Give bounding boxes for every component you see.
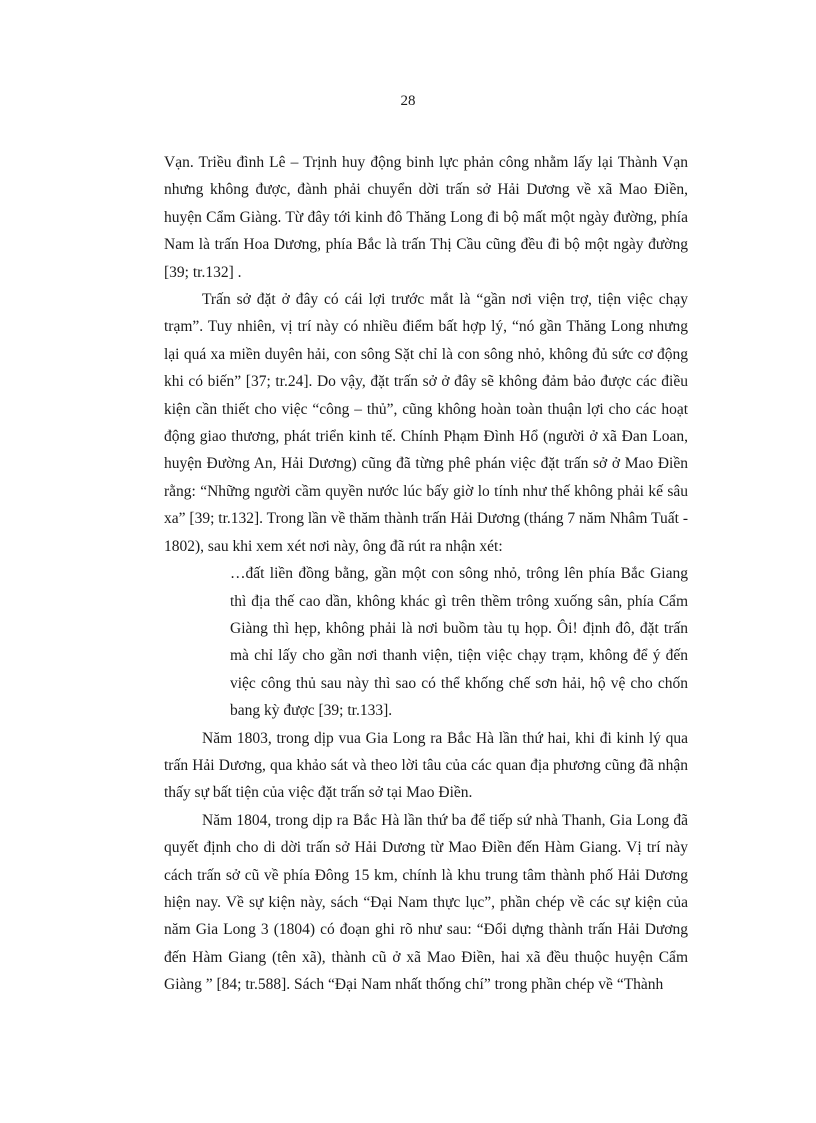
paragraph-3: Năm 1803, trong dịp vua Gia Long ra Bắc Hà lần thứ hai, khi đi kinh lý qua trấn Hải Dương, qua khảo sát và theo lời tâu của các quan địa phương cũng đã nhận thấy sự bất tiện của việc đặt trấn sở tại Mao Điền. — [164, 729, 688, 802]
paragraph-1: Vạn. Triều đình Lê – Trịnh huy động binh lực phản công nhằm lấy lại Thành Vạn nhưng không được, đành phải chuyển dời trấn sở Hải Dương về xã Mao Điền, huyện Cẩm Giàng. Từ đây tới kinh đô Thăng Long đi bộ mất một ngày đường, phía Nam là trấn Hoa Dương, phía Bắc là trấn Thị Cầu cũng đều đi bộ một ngày đường [39; tr.132] . — [164, 154, 688, 281]
paragraph-2: Trấn sở đặt ở đây có cái lợi trước mắt là “gần nơi viện trợ, tiện việc chạy trạm”. Tuy nhiên, vị trí này có nhiều điểm bất hợp lý, “nó gần Thăng Long nhưng lại quá xa miền duyên hải, con sông Sặt chỉ là con sông nhỏ, không đủ sức cơ động khi có biến” [37; tr.24]. Do vậy, đặt trấn sở ở đây sẽ không đảm bảo được các điều kiện cần thiết cho việc “công – thủ”, cũng không hoàn toàn thuận lợi cho các hoạt động giao thương, phát triển kinh tế. Chính Phạm Đình Hổ (người ở xã Đan Loan, huyện Đường An, Hải Dương) cũng đã từng phê phán việc đặt trấn sở ở Mao Điền rằng: “Những người cầm quyền nước lúc bấy giờ lo tính như thế không phải kế sâu xa” [39; tr.132]. Trong lần về thăm thành trấn Hải Dương (tháng 7 năm Nhâm Tuất - 1802), sau khi xem xét nơi này, ông đã rút ra nhận xét: — [164, 291, 688, 555]
paragraph-4: Năm 1804, trong dịp ra Bắc Hà lần thứ ba để tiếp sứ nhà Thanh, Gia Long đã quyết định cho di dời trấn sở Hải Dương từ Mao Điền đến Hàm Giang. Vị trí này cách trấn sở cũ về phía Đông 15 km, chính là khu trung tâm thành phố Hải Dương hiện nay. Về sự kiện này, sách “Đại Nam thực lục”, phần chép về các sự kiện của năm Gia Long 3 (1804) có đoạn ghi rõ như sau: “Đổi dựng thành trấn Hải Dương đến Hàm Giang (tên xã), thành cũ ở xã Mao Điền, hai xã đều thuộc huyện Cẩm Giàng ” [84; tr.588]. Sách “Đại Nam nhất thống chí” trong phần chép về “Thành — [164, 811, 688, 994]
page-number: 28 — [400, 93, 416, 109]
body-text — [164, 149, 688, 999]
block-quote: …đất liền đồng bằng, gần một con sông nhỏ, trông lên phía Bắc Giang thì địa thế cao dần, không khác gì trên thềm trông xuống sân, phía Cẩm Giàng thì hẹp, không phải là nơi buồm tàu tụ họp. Ôi! định đô, đặt trấn mà chỉ lấy cho gần nơi thanh viện, tiện việc chạy trạm, không để ý đến việc công thủ sau này thì sao có thể khống chế sơn hải, hộ vệ cho chốn bang kỳ được [39; tr.133]. — [230, 565, 688, 720]
